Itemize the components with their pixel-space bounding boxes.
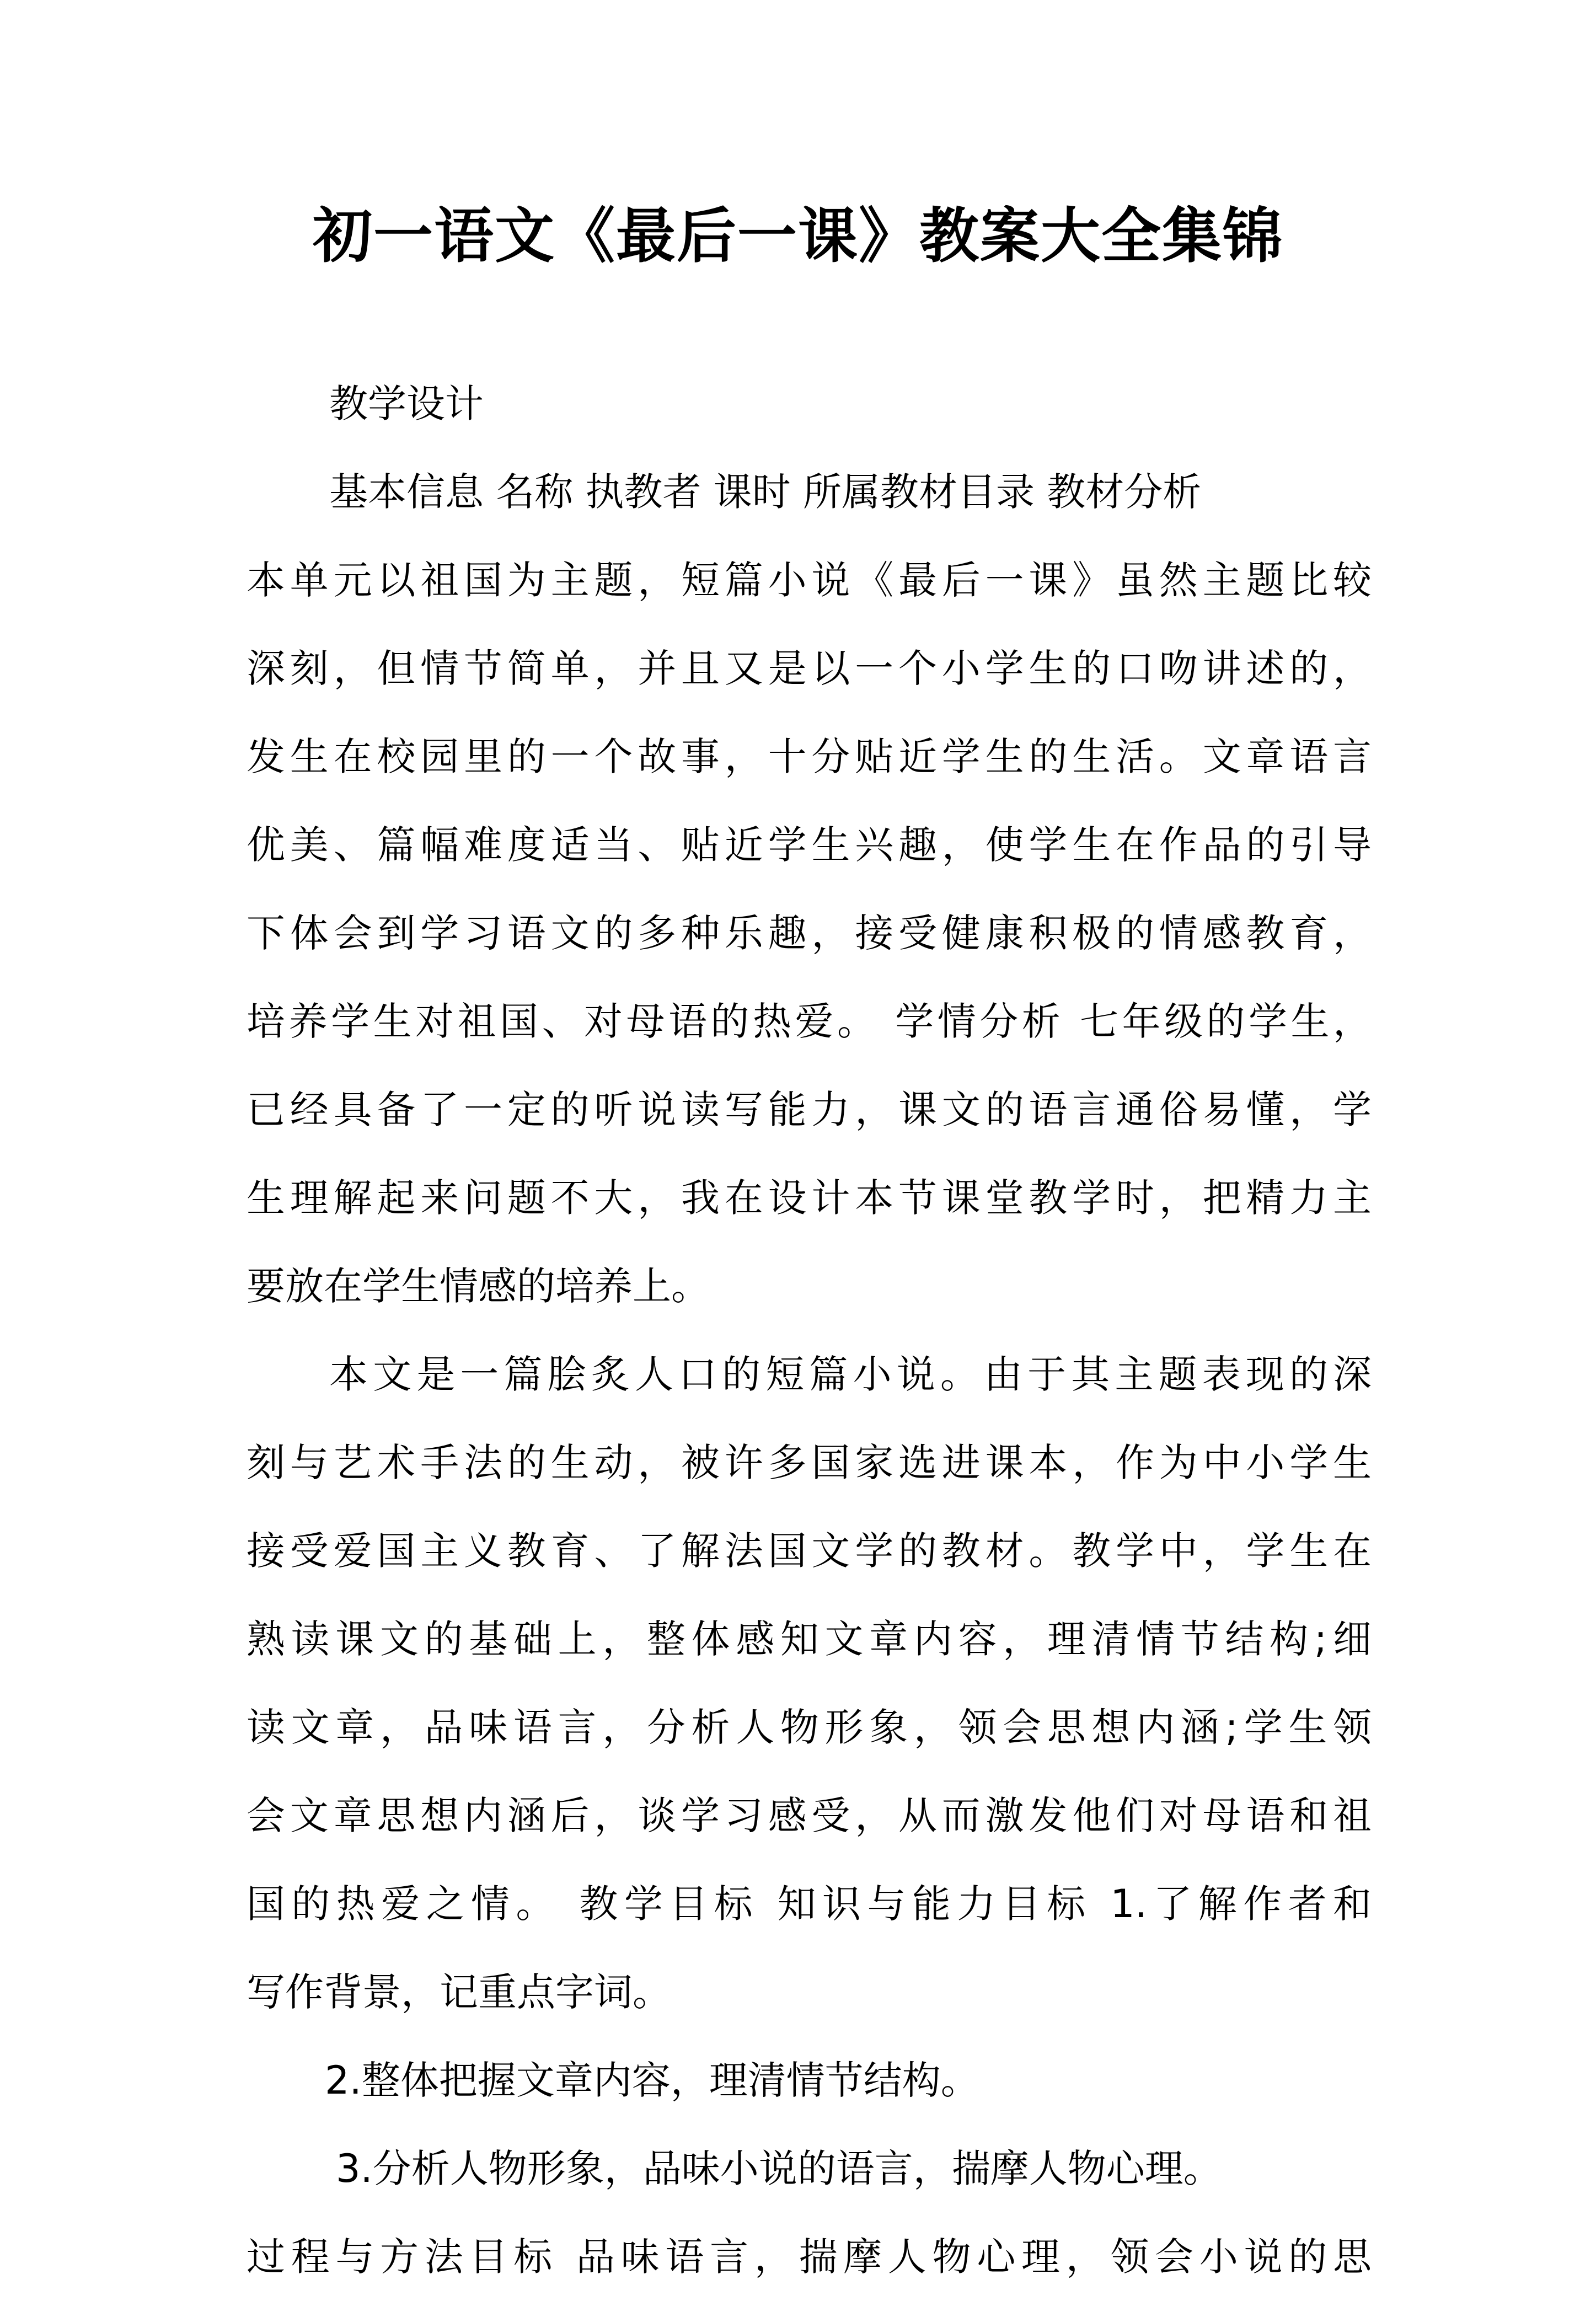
text-line: 过程与方法目标 品味语言，揣摩人物心理，领会小说的思 bbox=[247, 2234, 1372, 2279]
text-line: 优美、篇幅难度适当、贴近学生兴趣，使学生在作品的引导 bbox=[247, 822, 1372, 868]
text-line: 写作背景，记重点字词。 bbox=[247, 1970, 671, 2015]
text-line: 基本信息 名称 执教者 课时 所属教材目录 教材分析 bbox=[329, 469, 1202, 515]
text-line: 要放在学生情感的培养上。 bbox=[247, 1264, 710, 1309]
text-line: 本单元以祖国为主题，短篇小说《最后一课》虽然主题比较 bbox=[247, 558, 1372, 603]
text-line: 3.分析人物形象，品味小说的语言，揣摩人物心理。 bbox=[336, 2146, 1222, 2191]
text-line: 2.整体把握文章内容，理清情节结构。 bbox=[325, 2058, 979, 2103]
text-line: 读文章，品味语言，分析人物形象，领会思想内涵;学生领 bbox=[247, 1705, 1372, 1750]
text-line: 本文是一篇脍炙人口的短篇小说。由于其主题表现的深 bbox=[329, 1352, 1372, 1397]
text-line: 发生在校园里的一个故事，十分贴近学生的生活。文章语言 bbox=[247, 734, 1372, 779]
text-line: 会文章思想内涵后，谈学习感受，从而激发他们对母语和祖 bbox=[247, 1793, 1372, 1838]
text-line: 深刻，但情节简单，并且又是以一个小学生的口吻讲述的， bbox=[247, 646, 1372, 691]
text-line: 已经具备了一定的听说读写能力，课文的语言通俗易懂，学 bbox=[247, 1087, 1372, 1132]
text-line: 生理解起来问题不大，我在设计本节课堂教学时，把精力主 bbox=[247, 1175, 1372, 1221]
document-body bbox=[247, 360, 1372, 2301]
text-line: 培养学生对祖国、对母语的热爱。 学情分析 七年级的学生， bbox=[247, 999, 1372, 1044]
text-line: 下体会到学习语文的多种乐趣，接受健康积极的情感教育， bbox=[247, 911, 1372, 956]
text-line: 熟读课文的基础上，整体感知文章内容，理清情节结构;细 bbox=[247, 1617, 1372, 1662]
text-line: 国的热爱之情。 教学目标 知识与能力目标 1.了解作者和 bbox=[247, 1881, 1372, 1927]
document-title: 初一语文《最后一课》教案大全集锦 bbox=[312, 201, 1283, 271]
text-line: 教学设计 bbox=[329, 381, 484, 426]
text-line: 接受爱国主义教育、了解法国文学的教材。教学中，学生在 bbox=[247, 1528, 1372, 1574]
text-line: 刻与艺术手法的生动，被许多国家选进课本，作为中小学生 bbox=[247, 1440, 1372, 1485]
